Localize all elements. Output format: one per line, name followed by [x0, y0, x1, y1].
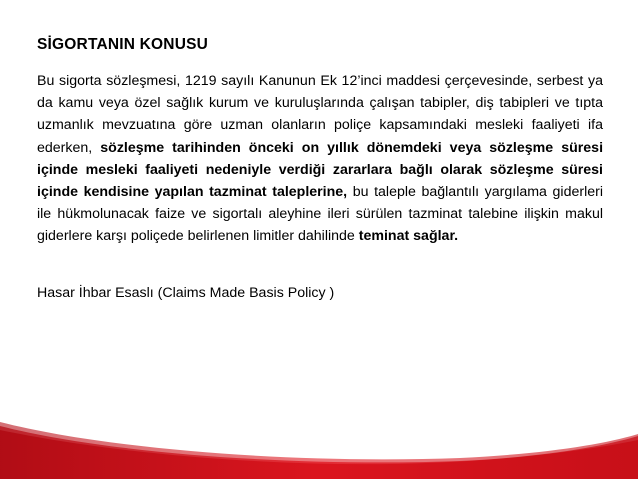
paragraph-text-1: Bu sigorta sözleşmesi, 1219 sayılı Kanunun Ek 12’inci maddesi çerçevesinde, serbest ya da kamu veya özel sağlık kurum ve kuruluşlarında çalışan tabipler, diş tabipleri ve tıpta uzmanlık mevzuatına göre uzman olanların poliçe kapsamındaki mesleki faaliyeti ifa ederken,	[37, 73, 603, 156]
paragraph-text-2: bu taleple bağlantılı yargılama giderleri ile hükmolunacak faize ve sigortalı aleyhine ileri sürülen tazminat talebine ilişkin makul giderlere karşı poliçede belirlenen limitler dahilinde	[37, 184, 603, 245]
paragraph-bold-1: sözleşme tarihinden önceki on yıllık dönemdeki veya sözleşme süresi içinde mesleki faaliyeti nedeniyle verdiği zararlara bağlı olarak sözleşme süresi içinde kendisine yapılan tazminat taleplerine,	[37, 139, 604, 201]
slide-title: SİGORTANIN KONUSU	[37, 36, 209, 53]
paragraph-bold-2: teminat sağlar.	[358, 228, 459, 245]
policy-type-text: Hasar İhbar Esaslı (Claims Made Basis Policy )	[37, 285, 335, 301]
body-paragraph	[37, 70, 603, 248]
decorative-footer-swoosh	[0, 400, 638, 479]
